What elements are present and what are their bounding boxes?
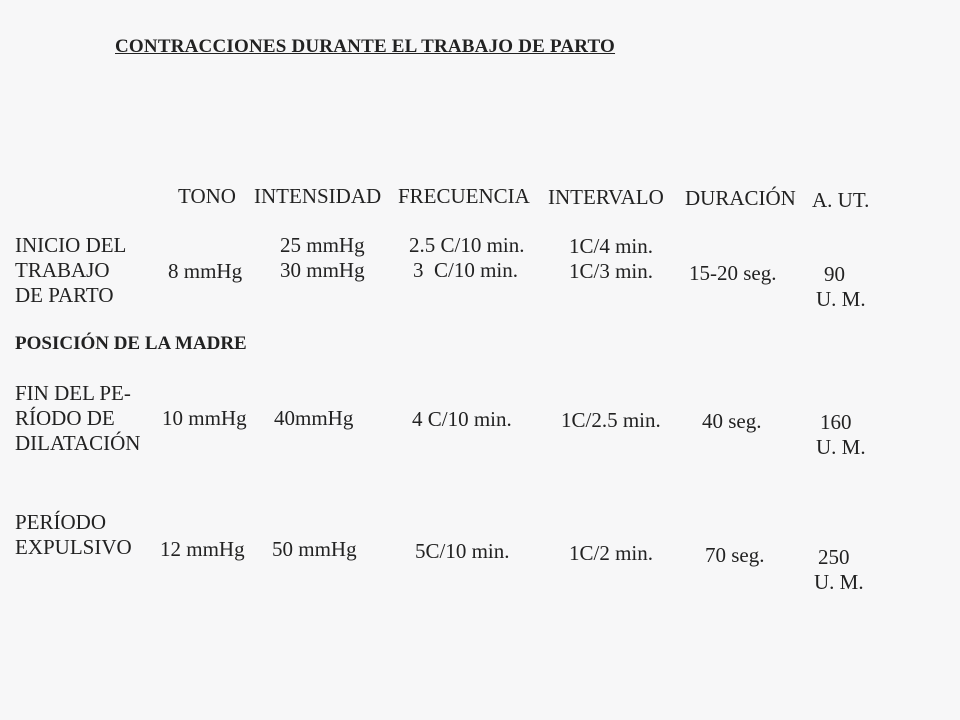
row2-tono: 10 mmHg [162, 406, 247, 430]
row1-intervalo-2: 1C/3 min. [569, 259, 654, 283]
row3-label-line1: PERÍODO [15, 510, 107, 534]
row2-label-line1: FIN DEL PE- [15, 381, 131, 405]
header-tono: TONO [178, 184, 236, 208]
header-duracion: DURACIÓN [685, 186, 796, 210]
header-frecuencia: FRECUENCIA [398, 184, 530, 208]
row2-label-line3: DILATACIÓN [15, 431, 141, 455]
document-title: CONTRACCIONES DURANTE EL TRABAJO DE PARTO [115, 36, 616, 57]
subheading-posicion: POSICIÓN DE LA MADRE [15, 333, 247, 354]
row3-frecuencia: 5C/10 min. [415, 539, 510, 563]
row1-duracion: 15-20 seg. [689, 261, 777, 285]
row3-intensidad: 50 mmHg [272, 537, 357, 561]
row3-intervalo: 1C/2 min. [569, 541, 654, 565]
row1-aut-unit: U. M. [816, 287, 866, 311]
row2-aut-unit: U. M. [816, 435, 866, 459]
row1-intensidad-1: 25 mmHg [280, 233, 365, 257]
row3-duracion: 70 seg. [705, 543, 765, 567]
row3-aut-value: 250 [818, 545, 850, 569]
header-intensidad: INTENSIDAD [254, 184, 382, 208]
header-aut: A. UT. [812, 188, 870, 212]
row2-frecuencia: 4 C/10 min. [412, 407, 512, 431]
row2-duracion: 40 seg. [702, 409, 762, 433]
row1-tono: 8 mmHg [168, 259, 243, 283]
row3-tono: 12 mmHg [160, 537, 245, 561]
row1-frecuencia-2: 3 C/10 min. [413, 258, 519, 282]
row2-intensidad: 40mmHg [274, 406, 354, 430]
row3-aut-unit: U. M. [814, 570, 864, 594]
row2-intervalo: 1C/2.5 min. [561, 408, 661, 432]
row1-label-line2: TRABAJO [15, 258, 110, 282]
row1-aut-value: 90 [824, 262, 845, 286]
row1-frecuencia-1: 2.5 C/10 min. [409, 233, 525, 257]
row1-intensidad-2: 30 mmHg [280, 258, 365, 282]
row2-label-line2: RÍODO DE [15, 406, 115, 430]
row3-label-line2: EXPULSIVO [15, 535, 132, 559]
header-intervalo: INTERVALO [548, 185, 664, 209]
row1-label-line1: INICIO DEL [15, 233, 127, 257]
row1-intervalo-1: 1C/4 min. [569, 234, 654, 258]
row1-label-line3: DE PARTO [15, 283, 114, 307]
row2-aut-value: 160 [820, 410, 852, 434]
